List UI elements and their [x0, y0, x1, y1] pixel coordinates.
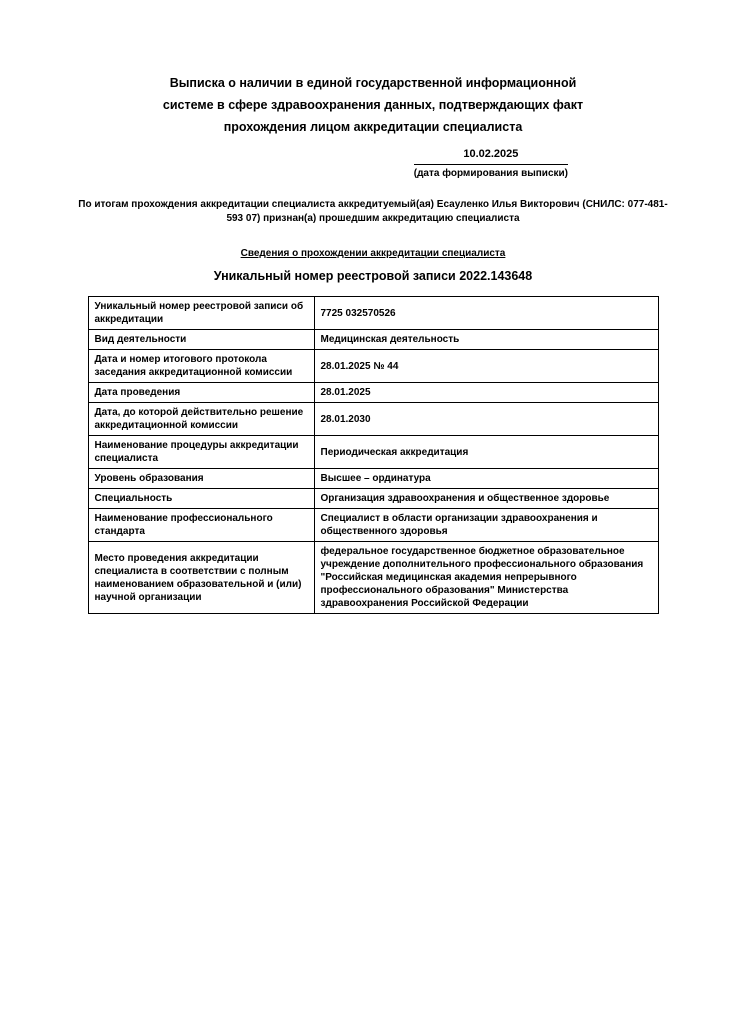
accreditation-result-line: По итогам прохождения аккредитации специалиста аккредитуемый(ая) Есауленко Илья Викторович (СНИЛС: 077-481- [78, 199, 668, 210]
table-row [88, 330, 658, 350]
row-value: 28.01.2030 [314, 403, 658, 436]
document-title-line: системе в сфере здравоохранения данных, подтверждающих факт [162, 98, 584, 112]
section-heading: Сведения о прохождении аккредитации специалиста [240, 248, 506, 259]
row-value: Медицинская деятельность [314, 330, 658, 350]
row-label: Наименование профессионального стандарта [88, 509, 314, 542]
row-value: Специалист в области организации здравоохранения и общественного здоровья [314, 509, 658, 542]
row-label: Уникальный номер реестровой записи об аккредитации [88, 297, 314, 330]
table-row [88, 297, 658, 330]
registry-number-heading: Уникальный номер реестровой записи 2022.143648 [213, 269, 533, 283]
row-label: Дата проведения [88, 383, 314, 403]
row-label: Вид деятельности [88, 330, 314, 350]
table-row [88, 469, 658, 489]
accreditation-result-line: 593 07) признан(а) прошедшим аккредитацию специалиста [226, 212, 520, 224]
document-title [0, 72, 746, 138]
document-title-line: Выписка о наличии в единой государственной информационной [169, 76, 577, 90]
table-row [88, 509, 658, 542]
table-row [88, 436, 658, 469]
row-label: Специальность [88, 489, 314, 509]
row-value: федеральное государственное бюджетное образовательное учреждение дополнительного профессионального образования "Российская медицинская академия непрерывного профессионального образования" Министерства здравоохранения Российской Федерации [314, 542, 658, 614]
extract-date-block [414, 148, 568, 180]
row-label: Уровень образования [88, 469, 314, 489]
document-title-line: прохождения лицом аккредитации специалиста [223, 120, 523, 134]
row-value: 7725 032570526 [314, 297, 658, 330]
table-row [88, 489, 658, 509]
row-value: Высшее – ординатура [314, 469, 658, 489]
accreditation-details-table [88, 296, 659, 614]
table-row [88, 383, 658, 403]
accreditation-result-paragraph [0, 198, 746, 225]
row-value: 28.01.2025 № 44 [314, 350, 658, 383]
table-row [88, 403, 658, 436]
row-value: Периодическая аккредитация [314, 436, 658, 469]
extract-date-caption: (дата формирования выписки) [413, 168, 568, 179]
row-label: Дата и номер итогового протокола заседания аккредитационной комиссии [88, 350, 314, 383]
extract-date-value: 10.02.2025 [414, 148, 568, 165]
row-value: Организация здравоохранения и общественное здоровье [314, 489, 658, 509]
row-label: Дата, до которой действительно решение аккредитационной комиссии [88, 403, 314, 436]
row-label: Место проведения аккредитации специалиста в соответствии с полным наименованием образовательной и (или) научной организации [88, 542, 314, 614]
row-value: 28.01.2025 [314, 383, 658, 403]
table-row [88, 350, 658, 383]
table-row [88, 542, 658, 614]
row-label: Наименование процедуры аккредитации специалиста [88, 436, 314, 469]
